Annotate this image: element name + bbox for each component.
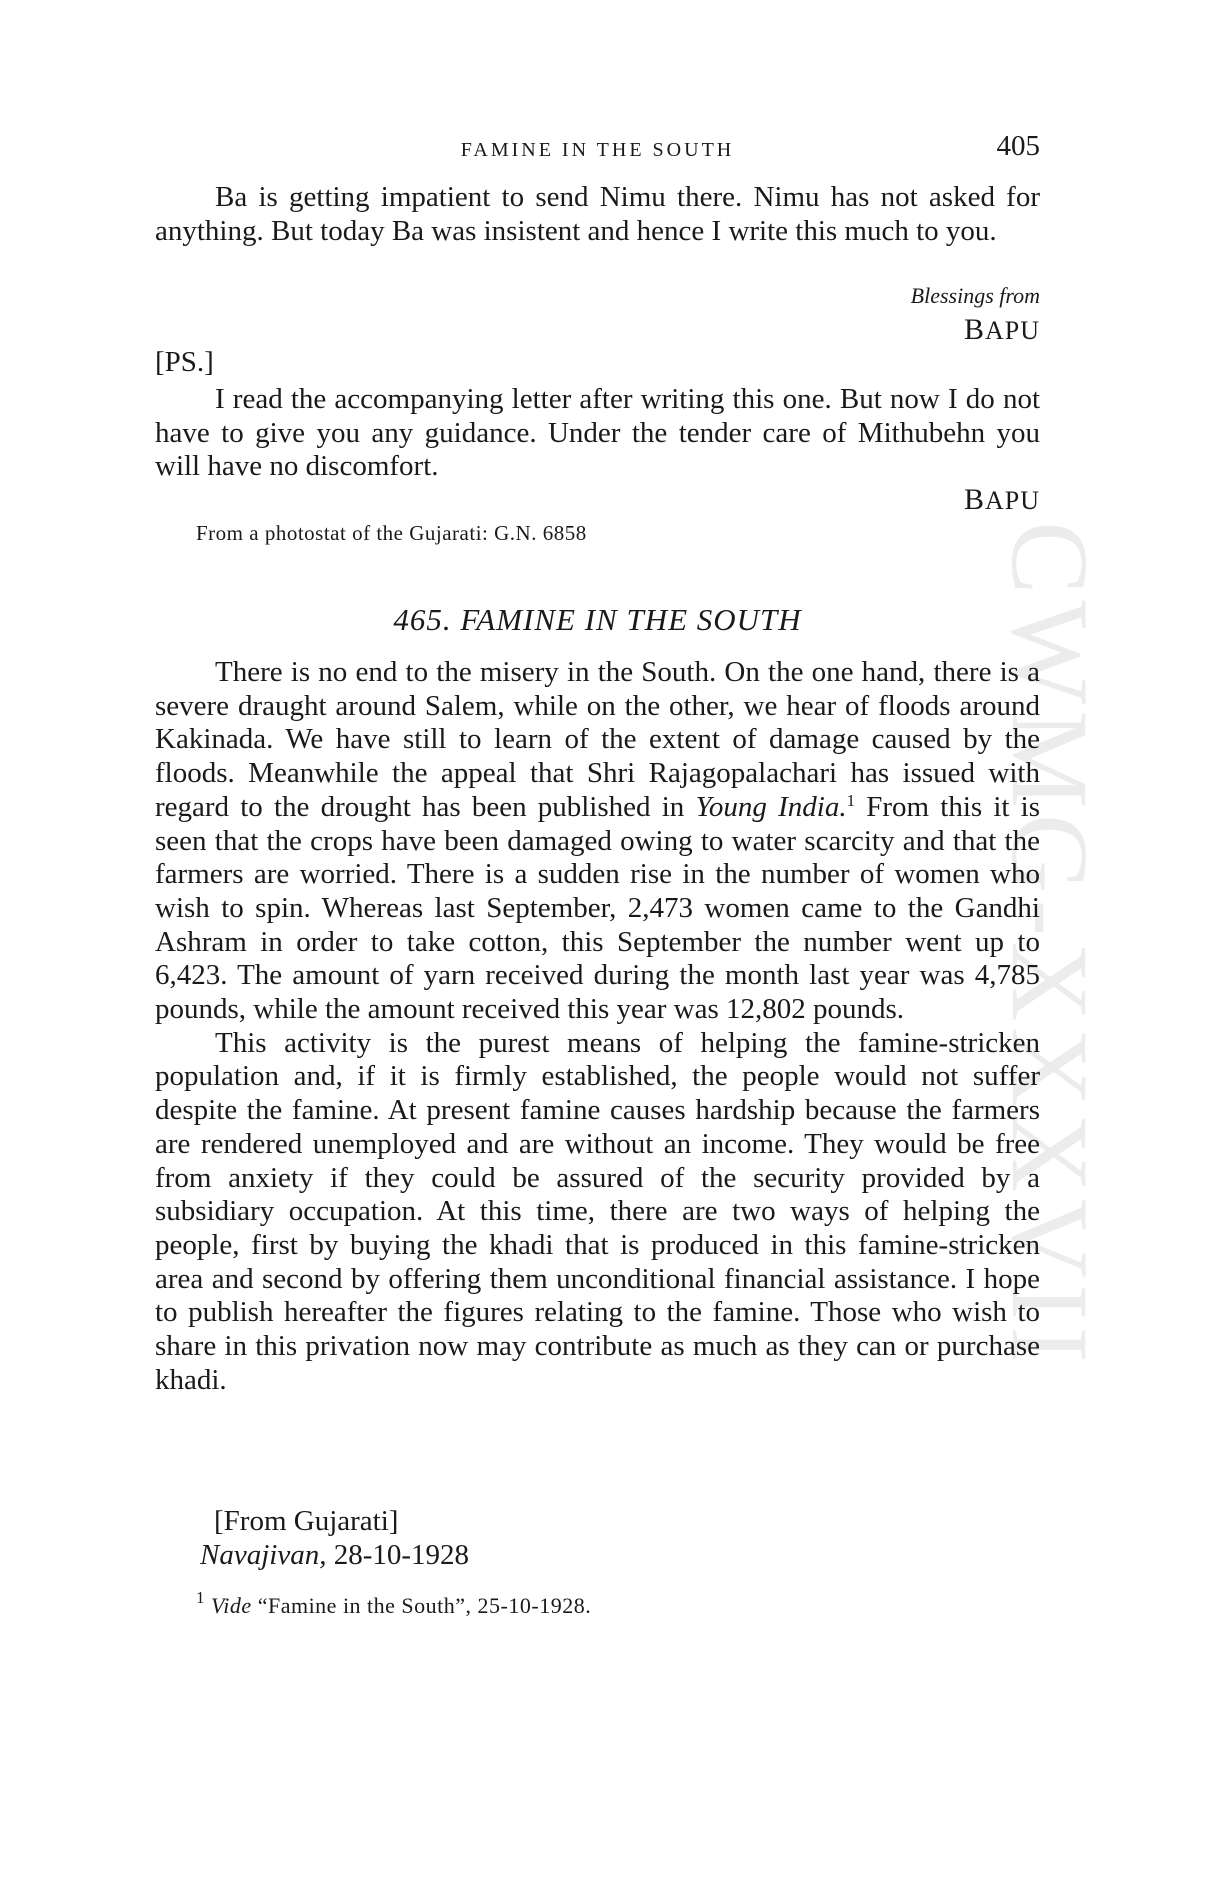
letter-body [155, 181, 1040, 248]
letter-signature [964, 313, 1040, 347]
article-heading: 465. FAMINE IN THE SOUTH [393, 602, 802, 637]
paragraph-text: From this it is seen that the crops have been damaged owing to water scarcity and that the farmers are worried. There is a sudden rise in the number of women who wish to spin. Whereas last September, 2,473 women came to the Gandhi Ashram in order to take cotton, this September the number went up to 6,423. The amount of yarn received during the month last year was 4,785 pounds, while the amount received this year was 12,802 pounds. [155, 790, 1041, 1026]
publication-title: Young India. [695, 790, 847, 823]
translation-note: [From Gujarati] [214, 1505, 399, 1537]
publication-line [200, 1539, 469, 1572]
footnote [196, 1588, 592, 1619]
source-note: From a photostat of the Gujarati: G.N. 6858 [196, 521, 587, 545]
postscript-body [155, 383, 1040, 484]
footnote-text: “Famine in the South”, 25-10-1928. [257, 1593, 592, 1618]
letter-paragraph: Ba is getting impatient to send Nimu there. Nimu has not asked for anything. But today Ba was insistent and hence I write this much to you. [155, 181, 1040, 247]
footnote-italic: Vide [211, 1593, 252, 1618]
page-number: 405 [996, 130, 1040, 162]
signature-rest: APU [984, 486, 1040, 515]
footnote-marker: 1 [196, 1588, 205, 1607]
signature-initial: B [963, 313, 985, 346]
signature-initial: B [963, 483, 985, 516]
signature-rest: APU [984, 316, 1040, 345]
letter-closing: Blessings from [910, 283, 1040, 308]
article-body [155, 656, 1040, 1397]
footnote-reference: 1 [846, 790, 856, 810]
publication-name: Navajivan, [200, 1539, 327, 1571]
running-title: FAMINE IN THE SOUTH [460, 139, 735, 161]
running-header [155, 130, 1040, 166]
postscript-paragraph: I read the accompanying letter after writing this one. But now I do not have to give you any guidance. Under the tender care of Mithubehn you will have no discomfort. [155, 383, 1040, 483]
watermark-text: CWMG-XXXVII [989, 520, 1111, 1370]
article-paragraph-1 [155, 656, 1040, 1027]
postscript-label: [PS.] [155, 346, 214, 378]
postscript-signature [964, 483, 1040, 517]
article-paragraph-2: This activity is the purest means of helping the famine-stricken population and, if it is firmly established, the people would not suffer despite the famine. At present famine causes hardship because the farmers are rendered unemployed and are without an income. They would be free from anxiety if they could be assured of the security provided by a subsidiary occupation. At this time, there are two ways of helping the people, first by buying the khadi that is produced in this famine-stricken area and second by offering them unconditional financial assistance. I hope to publish hereafter the figures relating to the famine. Those who wish to share in this privation now may contribute as much as they can or purchase khadi. [155, 1026, 1040, 1396]
paragraph-text: There is no end to the misery in the South. On the one hand, there is a severe draught around Salem, while on the other, we hear of floods around Kakinada. We have still to learn of the extent of damage caused by the floods. Meanwhile the appeal that Shri Rajagopalachari has issued with regard to the drought has been published in [155, 656, 1040, 823]
publication-date: 28-10-1928 [333, 1539, 470, 1571]
